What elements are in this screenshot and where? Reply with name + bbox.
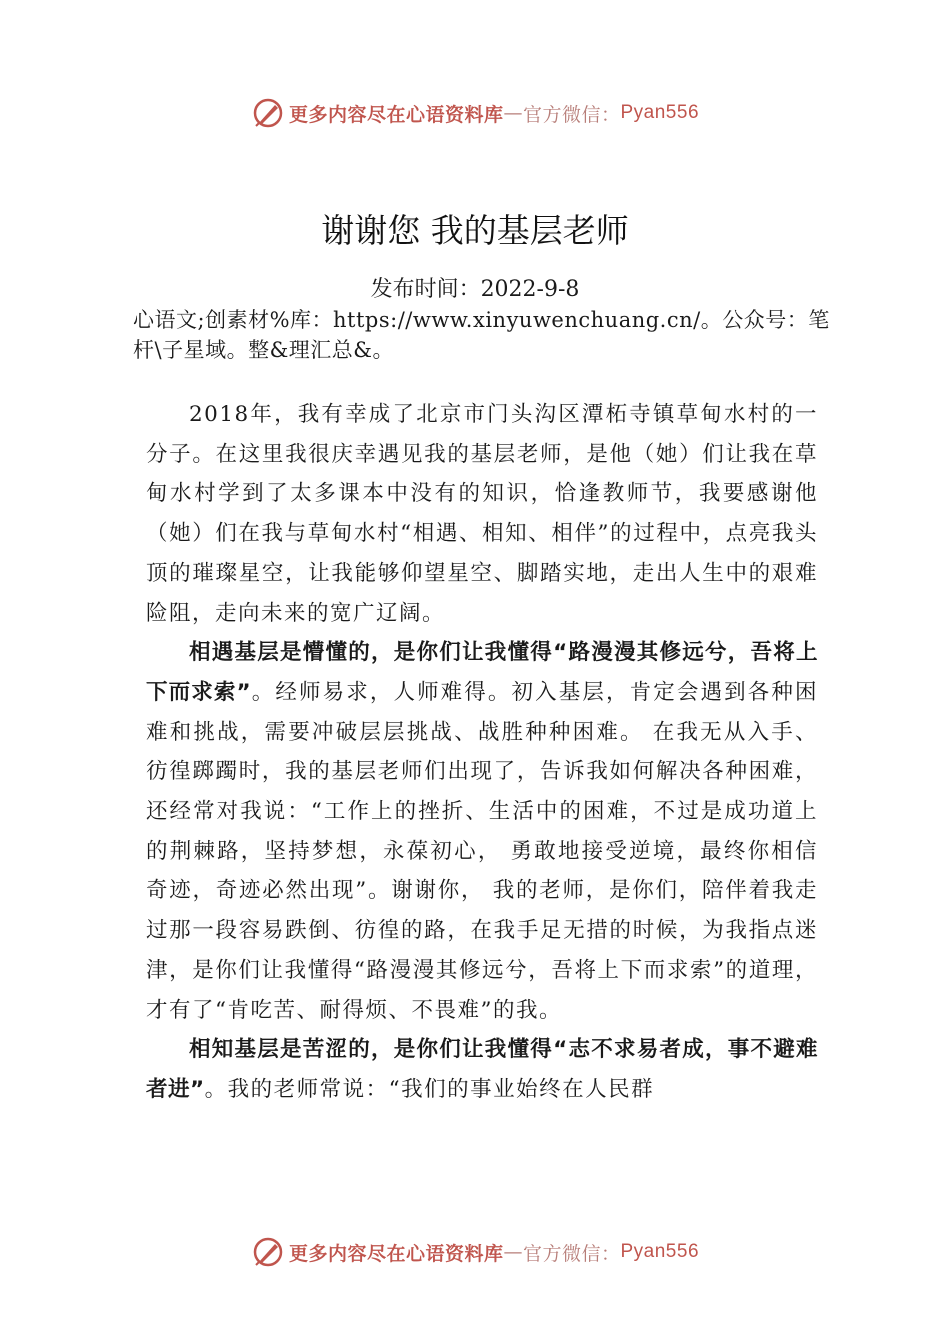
paragraph-2-body: 。经师易求，人师难得。初入基层，肯定会遇到各种困难和挑战，需要冲破层层挑战、战胜种种困难。 在我无从入手、彷徨踯躅时，我的基层老师们出现了，告诉我如何解决各种困难，还经常对我说：“工作上的挫折、生活中的困难，不过是成功道上的荆棘路，坚持梦想，永葆初心， 勇敢地接受逆境，最终你相信奇迹，奇迹必然出现”。谢谢你， 我的老师，是你们，陪伴着我走过那一段容易跌倒、彷徨的路，在我手足无措的时候，为我指点迷津，是你们让我懂得“路漫漫其修远兮，吾将上下而求索”的道理，才有了“肯吃苦、耐得烦、不畏难”的我。 [146,679,818,1023]
header-watermark [0,96,950,130]
banner-main-text: 更多内容尽在心语资料库 [288,103,504,126]
banner-main-text: 更多内容尽在心语资料库 [288,1242,504,1265]
paragraph-2-lead: 相遇基层是懵懂的，是你们让我懂得“路漫漫其修远兮，吾将上下而求索” [146,640,818,705]
source-notice: 心语文;创素材%库：https://www.xinyuwenchuang.cn/。公众号：笔杆\子星域。整&理汇总&。 [133,308,830,362]
paragraph-2 [146,633,818,1030]
paragraph-3-lead: 相知基层是苦涩的，是你们让我懂得“志不求易者成，事不避难者进” [146,1037,818,1102]
quill-logo-icon [251,1235,285,1269]
banner-label: 官方微信： [522,1242,621,1265]
banner-wechat-id: Pyan556 [620,102,700,123]
publish-date: 发布时间：2022-9-8 [370,277,580,302]
article-title: 谢谢您 我的基层老师 [321,211,629,250]
paragraph-3-body: 。我的老师常说：“我们的事业始终在人民群 [204,1076,655,1102]
article-body [146,395,818,1110]
banner-dash: — [503,1241,523,1263]
paragraph-1: 2018年，我有幸成了北京市门头沟区潭柘寺镇草甸水村的一分子。在这里我很庆幸遇见我的基层老师，是他（她）们让我在草甸水村学到了太多课本中没有的知识，恰逢教师节，我要感谢他（她）们在我与草甸水村“相遇、相知、相伴”的过程中，点亮我头顶的璀璨星空，让我能够仰望星空、脚踏实地，走出人生中的艰难险阻，走向未来的宽广辽阔。 [146,402,818,626]
quill-logo-icon [251,96,285,130]
footer-watermark [0,1235,950,1269]
banner-dash: — [503,102,523,124]
banner-wechat-id: Pyan556 [620,1241,700,1262]
paragraph-3 [146,1030,818,1109]
banner-label: 官方微信： [522,103,621,126]
